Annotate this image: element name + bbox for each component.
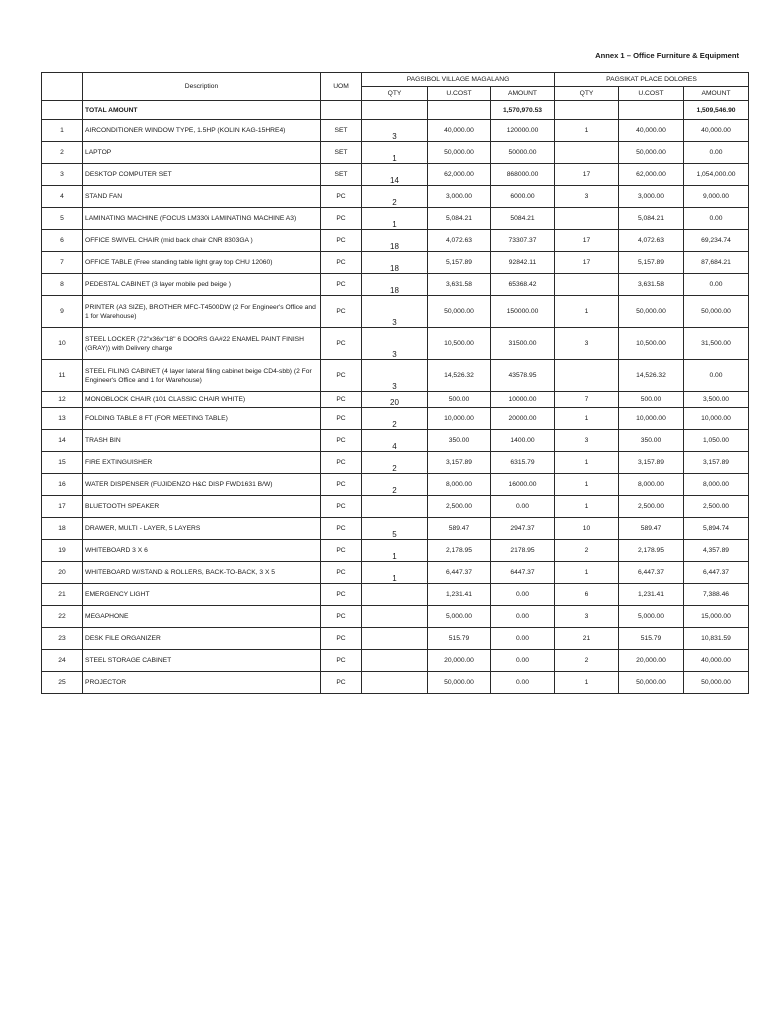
item-uom: PC [321, 628, 362, 650]
table-row [42, 672, 749, 694]
item-description: PRINTER (A3 SIZE), BROTHER MFC-T4500DW (2 For Engineer's Office and 1 for Warehouse) [83, 296, 321, 328]
row-number: 22 [42, 606, 83, 628]
qty-pagsikat: 2 [555, 650, 619, 672]
row-number: 12 [42, 392, 83, 408]
item-description: WATER DISPENSER (FUJIDENZO H&C DISP FWD1631 B/W) [83, 474, 321, 496]
row-number: 4 [42, 186, 83, 208]
qty-pagsikat: 1 [555, 474, 619, 496]
qty-pagsikat [555, 142, 619, 164]
ucost-pagsibol: 62,000.00 [428, 164, 491, 186]
ucost-pagsikat: 50,000.00 [619, 142, 684, 164]
amount-pagsibol: 2947.37 [491, 518, 555, 540]
item-uom: PC [321, 474, 362, 496]
ucost-pagsibol: 10,000.00 [428, 408, 491, 430]
qty-pagsikat [555, 360, 619, 392]
qty-pagsikat: 1 [555, 562, 619, 584]
ucost-pagsikat: 3,631.58 [619, 274, 684, 296]
amount-pagsibol: 150000.00 [491, 296, 555, 328]
ucost-pagsikat: 3,000.00 [619, 186, 684, 208]
amount-pagsibol: 73307.37 [491, 230, 555, 252]
qty-pagsibol: 3 [362, 360, 428, 392]
qty-pagsibol: 5 [362, 518, 428, 540]
amount-pagsikat: 5,894.74 [684, 518, 749, 540]
amount-pagsibol: 1400.00 [491, 430, 555, 452]
ucost-pagsibol: 3,000.00 [428, 186, 491, 208]
qty-pagsikat: 17 [555, 230, 619, 252]
amount-pagsikat: 1,054,000.00 [684, 164, 749, 186]
qty-pagsikat: 2 [555, 540, 619, 562]
item-description: STEEL FILING CABINET (4 layer lateral filing cabinet beige CD4-sbb) (2 For Engineer's Office and 1 for Warehouse) [83, 360, 321, 392]
amount-pagsibol: 0.00 [491, 628, 555, 650]
qty-pagsikat: 1 [555, 120, 619, 142]
ucost-pagsikat: 5,157.89 [619, 252, 684, 274]
qty-pagsibol: 4 [362, 430, 428, 452]
qty-pagsikat: 1 [555, 296, 619, 328]
qty-pagsikat: 7 [555, 392, 619, 408]
item-description: DESKTOP COMPUTER SET [83, 164, 321, 186]
item-description: BLUETOOTH SPEAKER [83, 496, 321, 518]
amount-pagsibol: 20000.00 [491, 408, 555, 430]
total-amount-1: 1,570,970.53 [491, 101, 555, 120]
ucost-pagsikat: 50,000.00 [619, 296, 684, 328]
ucost-pagsibol: 500.00 [428, 392, 491, 408]
amount-pagsikat: 4,357.89 [684, 540, 749, 562]
header-group-pagsibol: PAGSIBOL VILLAGE MAGALANG [362, 73, 555, 87]
table-row [42, 328, 749, 360]
qty-pagsibol [362, 650, 428, 672]
table-row [42, 584, 749, 606]
amount-pagsibol: 50000.00 [491, 142, 555, 164]
qty-pagsikat: 1 [555, 408, 619, 430]
amount-pagsikat: 15,000.00 [684, 606, 749, 628]
amount-pagsibol: 0.00 [491, 606, 555, 628]
item-description: FOLDING TABLE 8 FT (FOR MEETING TABLE) [83, 408, 321, 430]
table-row [42, 562, 749, 584]
ucost-pagsikat: 10,500.00 [619, 328, 684, 360]
amount-pagsikat: 50,000.00 [684, 672, 749, 694]
qty-pagsikat: 1 [555, 452, 619, 474]
amount-pagsibol: 2178.95 [491, 540, 555, 562]
ucost-pagsibol: 8,000.00 [428, 474, 491, 496]
ucost-pagsibol: 10,500.00 [428, 328, 491, 360]
row-number: 16 [42, 474, 83, 496]
item-uom: PC [321, 296, 362, 328]
amount-pagsibol: 31500.00 [491, 328, 555, 360]
item-description: DESK FILE ORGANIZER [83, 628, 321, 650]
header-ucost-2: U.COST [619, 87, 684, 101]
row-number: 13 [42, 408, 83, 430]
item-description: PEDESTAL CABINET (3 layer mobile ped beige ) [83, 274, 321, 296]
ucost-pagsikat: 6,447.37 [619, 562, 684, 584]
ucost-pagsibol: 20,000.00 [428, 650, 491, 672]
ucost-pagsibol: 5,000.00 [428, 606, 491, 628]
qty-pagsibol: 18 [362, 230, 428, 252]
header-uom: UOM [321, 73, 362, 101]
amount-pagsibol: 0.00 [491, 496, 555, 518]
item-uom: PC [321, 650, 362, 672]
ucost-pagsibol: 515.79 [428, 628, 491, 650]
row-number: 9 [42, 296, 83, 328]
amount-pagsibol: 868000.00 [491, 164, 555, 186]
table-row [42, 452, 749, 474]
amount-pagsikat: 1,050.00 [684, 430, 749, 452]
qty-pagsibol: 1 [362, 142, 428, 164]
qty-pagsibol: 2 [362, 452, 428, 474]
row-number: 10 [42, 328, 83, 360]
table-row [42, 252, 749, 274]
item-uom: PC [321, 606, 362, 628]
qty-pagsibol: 1 [362, 208, 428, 230]
qty-pagsibol: 1 [362, 562, 428, 584]
row-number: 7 [42, 252, 83, 274]
ucost-pagsikat: 3,157.89 [619, 452, 684, 474]
table-row [42, 164, 749, 186]
header-blank [42, 73, 83, 101]
ucost-pagsibol: 1,231.41 [428, 584, 491, 606]
item-description: PROJECTOR [83, 672, 321, 694]
item-uom: PC [321, 392, 362, 408]
header-amount-2: AMOUNT [684, 87, 749, 101]
amount-pagsibol: 0.00 [491, 584, 555, 606]
item-description: MONOBLOCK CHAIR (101 CLASSIC CHAIR WHITE) [83, 392, 321, 408]
ucost-pagsikat: 500.00 [619, 392, 684, 408]
item-description: LAPTOP [83, 142, 321, 164]
item-description: LAMINATING MACHINE (FOCUS LM330i LAMINATING MACHINE A3) [83, 208, 321, 230]
item-description: WHITEBOARD 3 X 6 [83, 540, 321, 562]
table-row [42, 408, 749, 430]
item-description: DRAWER, MULTI - LAYER, 5 LAYERS [83, 518, 321, 540]
row-number: 5 [42, 208, 83, 230]
row-number: 14 [42, 430, 83, 452]
qty-pagsibol [362, 606, 428, 628]
item-uom: PC [321, 408, 362, 430]
ucost-pagsikat: 20,000.00 [619, 650, 684, 672]
ucost-pagsikat: 2,178.95 [619, 540, 684, 562]
table-row [42, 540, 749, 562]
item-uom: PC [321, 208, 362, 230]
total-ucost1-cell [428, 101, 491, 120]
ucost-pagsibol: 6,447.37 [428, 562, 491, 584]
amount-pagsibol: 10000.00 [491, 392, 555, 408]
qty-pagsibol: 2 [362, 408, 428, 430]
header-group-pagsikat: PAGSIKAT PLACE DOLORES [555, 73, 749, 87]
row-number: 15 [42, 452, 83, 474]
amount-pagsikat: 10,000.00 [684, 408, 749, 430]
ucost-pagsikat: 62,000.00 [619, 164, 684, 186]
amount-pagsikat: 0.00 [684, 142, 749, 164]
table-row [42, 186, 749, 208]
qty-pagsikat: 3 [555, 606, 619, 628]
amount-pagsikat: 31,500.00 [684, 328, 749, 360]
amount-pagsikat: 0.00 [684, 274, 749, 296]
row-number: 18 [42, 518, 83, 540]
ucost-pagsibol: 3,157.89 [428, 452, 491, 474]
item-uom: PC [321, 252, 362, 274]
table-row [42, 392, 749, 408]
qty-pagsibol: 14 [362, 164, 428, 186]
total-label: TOTAL AMOUNT [83, 101, 321, 120]
item-uom: PC [321, 496, 362, 518]
qty-pagsibol: 3 [362, 296, 428, 328]
amount-pagsikat: 3,157.89 [684, 452, 749, 474]
qty-pagsikat: 21 [555, 628, 619, 650]
item-description: WHITEBOARD W/STAND & ROLLERS, BACK-TO-BACK, 3 X 5 [83, 562, 321, 584]
qty-pagsikat: 10 [555, 518, 619, 540]
table-row [42, 518, 749, 540]
row-number: 17 [42, 496, 83, 518]
item-uom: SET [321, 120, 362, 142]
qty-pagsikat: 6 [555, 584, 619, 606]
table-row [42, 430, 749, 452]
ucost-pagsikat: 589.47 [619, 518, 684, 540]
ucost-pagsibol: 589.47 [428, 518, 491, 540]
item-description: AIRCONDITIONER WINDOW TYPE, 1.5HP (KOLIN KAG-15HRE4) [83, 120, 321, 142]
ucost-pagsibol: 50,000.00 [428, 672, 491, 694]
item-description: TRASH BIN [83, 430, 321, 452]
item-uom: PC [321, 328, 362, 360]
total-row [42, 101, 749, 120]
ucost-pagsikat: 1,231.41 [619, 584, 684, 606]
ucost-pagsikat: 2,500.00 [619, 496, 684, 518]
header-amount-1: AMOUNT [491, 87, 555, 101]
row-number: 1 [42, 120, 83, 142]
item-description: MEGAPHONE [83, 606, 321, 628]
table-row [42, 360, 749, 392]
equipment-table [41, 72, 749, 694]
table-row [42, 650, 749, 672]
amount-pagsibol: 6447.37 [491, 562, 555, 584]
ucost-pagsikat: 10,000.00 [619, 408, 684, 430]
ucost-pagsibol: 2,500.00 [428, 496, 491, 518]
row-number: 11 [42, 360, 83, 392]
amount-pagsibol: 92842.11 [491, 252, 555, 274]
qty-pagsikat: 3 [555, 328, 619, 360]
amount-pagsikat: 40,000.00 [684, 650, 749, 672]
amount-pagsikat: 40,000.00 [684, 120, 749, 142]
row-number: 19 [42, 540, 83, 562]
ucost-pagsibol: 2,178.95 [428, 540, 491, 562]
item-uom: PC [321, 518, 362, 540]
item-uom: PC [321, 672, 362, 694]
item-uom: PC [321, 186, 362, 208]
qty-pagsikat: 1 [555, 672, 619, 694]
ucost-pagsibol: 5,084.21 [428, 208, 491, 230]
amount-pagsikat: 0.00 [684, 360, 749, 392]
item-description: OFFICE SWIVEL CHAIR (mid back chair CNR 8303GA ) [83, 230, 321, 252]
item-description: OFFICE TABLE (Free standing table light gray top CHU 12060) [83, 252, 321, 274]
table-row [42, 274, 749, 296]
ucost-pagsibol: 5,157.89 [428, 252, 491, 274]
amount-pagsibol: 43578.95 [491, 360, 555, 392]
ucost-pagsikat: 515.79 [619, 628, 684, 650]
total-ucost2-cell [619, 101, 684, 120]
amount-pagsikat: 8,000.00 [684, 474, 749, 496]
row-number: 23 [42, 628, 83, 650]
row-number: 3 [42, 164, 83, 186]
ucost-pagsibol: 40,000.00 [428, 120, 491, 142]
qty-pagsibol: 20 [362, 392, 428, 408]
amount-pagsikat: 3,500.00 [684, 392, 749, 408]
ucost-pagsikat: 5,000.00 [619, 606, 684, 628]
row-number: 20 [42, 562, 83, 584]
item-uom: PC [321, 360, 362, 392]
row-number: 24 [42, 650, 83, 672]
qty-pagsikat: 17 [555, 164, 619, 186]
table-row [42, 120, 749, 142]
table-row [42, 208, 749, 230]
amount-pagsibol: 6315.79 [491, 452, 555, 474]
qty-pagsibol: 2 [362, 186, 428, 208]
item-uom: PC [321, 584, 362, 606]
amount-pagsikat: 2,500.00 [684, 496, 749, 518]
header-group-row [42, 73, 749, 87]
table-row [42, 230, 749, 252]
qty-pagsibol [362, 584, 428, 606]
item-description: FIRE EXTINGUISHER [83, 452, 321, 474]
amount-pagsibol: 120000.00 [491, 120, 555, 142]
table-row [42, 142, 749, 164]
qty-pagsibol: 18 [362, 252, 428, 274]
header-description: Description [83, 73, 321, 101]
item-description: STAND FAN [83, 186, 321, 208]
total-no-cell [42, 101, 83, 120]
row-number: 8 [42, 274, 83, 296]
qty-pagsibol: 3 [362, 120, 428, 142]
ucost-pagsibol: 14,526.32 [428, 360, 491, 392]
qty-pagsikat: 3 [555, 430, 619, 452]
row-number: 6 [42, 230, 83, 252]
header-qty-1: QTY [362, 87, 428, 101]
total-uom-cell [321, 101, 362, 120]
total-qty1-cell [362, 101, 428, 120]
qty-pagsikat: 17 [555, 252, 619, 274]
amount-pagsikat: 6,447.37 [684, 562, 749, 584]
item-uom: PC [321, 562, 362, 584]
ucost-pagsibol: 3,631.58 [428, 274, 491, 296]
qty-pagsibol: 1 [362, 540, 428, 562]
amount-pagsibol: 65368.42 [491, 274, 555, 296]
ucost-pagsikat: 4,072.63 [619, 230, 684, 252]
qty-pagsibol: 2 [362, 474, 428, 496]
qty-pagsibol [362, 628, 428, 650]
item-description: EMERGENCY LIGHT [83, 584, 321, 606]
qty-pagsibol: 18 [362, 274, 428, 296]
table-row [42, 628, 749, 650]
ucost-pagsikat: 350.00 [619, 430, 684, 452]
ucost-pagsibol: 4,072.63 [428, 230, 491, 252]
item-uom: SET [321, 164, 362, 186]
ucost-pagsikat: 8,000.00 [619, 474, 684, 496]
amount-pagsikat: 87,684.21 [684, 252, 749, 274]
ucost-pagsikat: 40,000.00 [619, 120, 684, 142]
ucost-pagsibol: 50,000.00 [428, 142, 491, 164]
row-number: 25 [42, 672, 83, 694]
annex-title: Annex 1 – Office Furniture & Equipment [595, 51, 739, 60]
amount-pagsibol: 0.00 [491, 650, 555, 672]
qty-pagsibol [362, 672, 428, 694]
row-number: 21 [42, 584, 83, 606]
item-uom: PC [321, 452, 362, 474]
row-number: 2 [42, 142, 83, 164]
qty-pagsikat: 3 [555, 186, 619, 208]
header-ucost-1: U.COST [428, 87, 491, 101]
amount-pagsikat: 0.00 [684, 208, 749, 230]
item-uom: PC [321, 230, 362, 252]
amount-pagsikat: 50,000.00 [684, 296, 749, 328]
ucost-pagsikat: 5,084.21 [619, 208, 684, 230]
item-uom: PC [321, 430, 362, 452]
amount-pagsibol: 0.00 [491, 672, 555, 694]
table-row [42, 496, 749, 518]
table-row [42, 606, 749, 628]
amount-pagsikat: 9,000.00 [684, 186, 749, 208]
amount-pagsikat: 10,831.59 [684, 628, 749, 650]
amount-pagsikat: 69,234.74 [684, 230, 749, 252]
qty-pagsikat [555, 274, 619, 296]
amount-pagsibol: 5084.21 [491, 208, 555, 230]
amount-pagsikat: 7,388.46 [684, 584, 749, 606]
total-amount-2: 1,509,546.90 [684, 101, 749, 120]
table-row [42, 474, 749, 496]
item-uom: SET [321, 142, 362, 164]
item-description: STEEL LOCKER (72"x36x"18" 6 DOORS GA#22 ENAMEL PAINT FINISH (GRAY)) with Delivery charge [83, 328, 321, 360]
ucost-pagsikat: 50,000.00 [619, 672, 684, 694]
qty-pagsikat: 1 [555, 496, 619, 518]
header-qty-2: QTY [555, 87, 619, 101]
amount-pagsibol: 6000.00 [491, 186, 555, 208]
table-row [42, 296, 749, 328]
amount-pagsibol: 16000.00 [491, 474, 555, 496]
qty-pagsibol [362, 496, 428, 518]
qty-pagsibol: 3 [362, 328, 428, 360]
ucost-pagsikat: 14,526.32 [619, 360, 684, 392]
total-qty2-cell [555, 101, 619, 120]
item-description: STEEL STORAGE CABINET [83, 650, 321, 672]
item-uom: PC [321, 274, 362, 296]
ucost-pagsibol: 50,000.00 [428, 296, 491, 328]
qty-pagsikat [555, 208, 619, 230]
ucost-pagsibol: 350.00 [428, 430, 491, 452]
item-uom: PC [321, 540, 362, 562]
